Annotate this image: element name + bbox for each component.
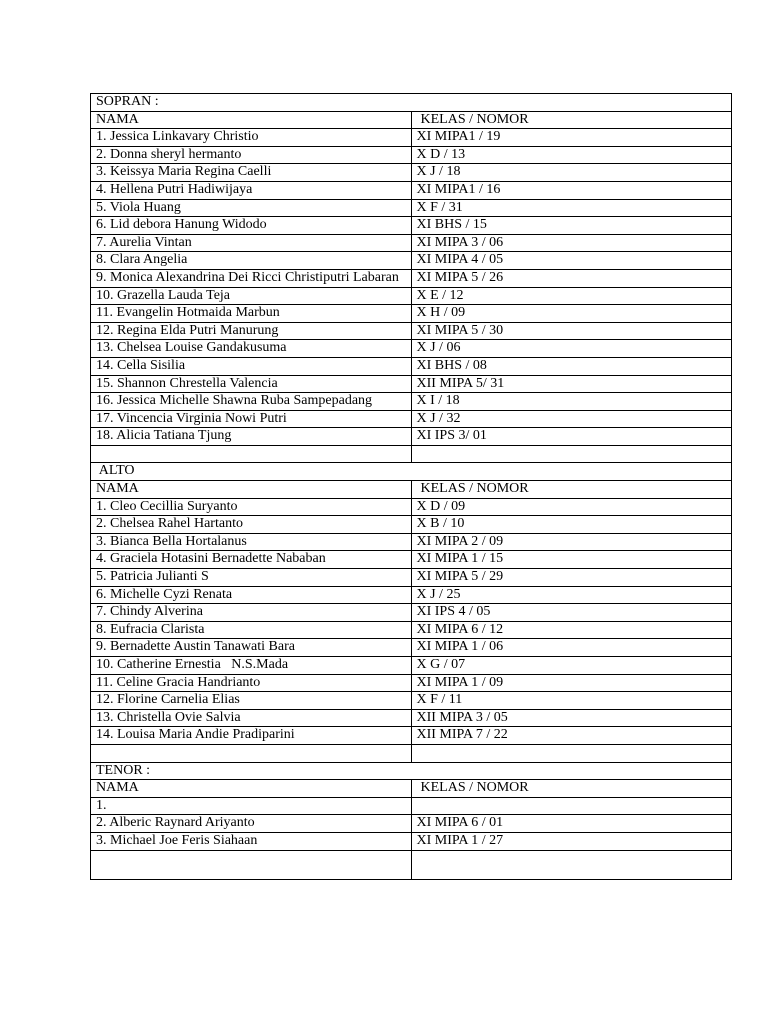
- member-kelas: X J / 18: [411, 164, 732, 182]
- section-title: TENOR :: [91, 762, 732, 780]
- member-name: 16. Jessica Michelle Shawna Ruba Sampepadang: [91, 393, 412, 411]
- member-name: 10. Grazella Lauda Teja: [91, 287, 412, 305]
- table-row: [91, 586, 732, 604]
- table-row: [91, 639, 732, 657]
- column-header-nama: NAMA: [91, 481, 412, 499]
- member-kelas: XII MIPA 7 / 22: [411, 727, 732, 745]
- section-title-row: [91, 762, 732, 780]
- table-row: [91, 498, 732, 516]
- member-kelas: XI BHS / 08: [411, 357, 732, 375]
- column-header-kelas: KELAS / NOMOR: [411, 481, 732, 499]
- member-name: 9. Bernadette Austin Tanawati Bara: [91, 639, 412, 657]
- column-header-kelas: KELAS / NOMOR: [411, 111, 732, 129]
- table-row: [91, 657, 732, 675]
- table-row: [91, 674, 732, 692]
- table-row: [91, 375, 732, 393]
- member-kelas: XI MIPA 1 / 27: [411, 832, 732, 850]
- table-row: [91, 410, 732, 428]
- table-row: [91, 832, 732, 850]
- table-row: [91, 569, 732, 587]
- table-row: [91, 234, 732, 252]
- member-name: 10. Catherine Ernestia N.S.Mada: [91, 657, 412, 675]
- table-row: [91, 797, 732, 815]
- member-name: 6. Lid debora Hanung Widodo: [91, 217, 412, 235]
- column-header-nama: NAMA: [91, 780, 412, 798]
- empty-cell: [91, 445, 412, 463]
- section-title-row: [91, 463, 732, 481]
- table-row: [91, 727, 732, 745]
- member-kelas: X D / 13: [411, 146, 732, 164]
- column-header-nama: NAMA: [91, 111, 412, 129]
- member-kelas: XII MIPA 5/ 31: [411, 375, 732, 393]
- member-kelas: X H / 09: [411, 305, 732, 323]
- member-name: 2. Chelsea Rahel Hartanto: [91, 516, 412, 534]
- member-kelas: XI MIPA 6 / 01: [411, 815, 732, 833]
- column-header-row: [91, 481, 732, 499]
- member-kelas: X D / 09: [411, 498, 732, 516]
- empty-cell: [411, 445, 732, 463]
- column-header-row: [91, 111, 732, 129]
- member-kelas: XI MIPA 6 / 12: [411, 621, 732, 639]
- table-row: [91, 181, 732, 199]
- choir-member-table: [90, 93, 732, 880]
- table-row: [91, 357, 732, 375]
- member-kelas: XI MIPA 4 / 05: [411, 252, 732, 270]
- member-kelas: XI IPS 4 / 05: [411, 604, 732, 622]
- table-row: [91, 533, 732, 551]
- member-name: 1. Jessica Linkavary Christio: [91, 129, 412, 147]
- member-name: 6. Michelle Cyzi Renata: [91, 586, 412, 604]
- column-header-kelas: KELAS / NOMOR: [411, 780, 732, 798]
- section-title-row: [91, 94, 732, 112]
- member-name: 5. Viola Huang: [91, 199, 412, 217]
- member-name: 1. Cleo Cecillia Suryanto: [91, 498, 412, 516]
- table-row: [91, 621, 732, 639]
- column-header-row: [91, 780, 732, 798]
- section-title: ALTO: [91, 463, 732, 481]
- table-row: [91, 269, 732, 287]
- member-name: 2. Donna sheryl hermanto: [91, 146, 412, 164]
- member-name: 12. Regina Elda Putri Manurung: [91, 322, 412, 340]
- empty-row: [91, 744, 732, 762]
- table-row: [91, 428, 732, 446]
- member-kelas: XI MIPA 5 / 29: [411, 569, 732, 587]
- table-row: [91, 815, 732, 833]
- member-kelas: X F / 11: [411, 692, 732, 710]
- table-row: [91, 129, 732, 147]
- member-kelas: X G / 07: [411, 657, 732, 675]
- member-name: 17. Vincencia Virginia Nowi Putri: [91, 410, 412, 428]
- member-kelas: X E / 12: [411, 287, 732, 305]
- member-kelas: XI MIPA 5 / 26: [411, 269, 732, 287]
- member-kelas: XI MIPA 1 / 06: [411, 639, 732, 657]
- member-name: 4. Graciela Hotasini Bernadette Nababan: [91, 551, 412, 569]
- member-kelas: X J / 32: [411, 410, 732, 428]
- member-name: 11. Celine Gracia Handrianto: [91, 674, 412, 692]
- member-name: 8. Eufracia Clarista: [91, 621, 412, 639]
- member-name: 13. Christella Ovie Salvia: [91, 709, 412, 727]
- member-kelas: [411, 797, 732, 815]
- member-kelas: XI BHS / 15: [411, 217, 732, 235]
- member-name: 1.: [91, 797, 412, 815]
- member-kelas: X I / 18: [411, 393, 732, 411]
- member-kelas: XI IPS 3/ 01: [411, 428, 732, 446]
- member-name: 8. Clara Angelia: [91, 252, 412, 270]
- section-title: SOPRAN :: [91, 94, 732, 112]
- member-kelas: XI MIPA1 / 19: [411, 129, 732, 147]
- member-kelas: XII MIPA 3 / 05: [411, 709, 732, 727]
- table-row: [91, 516, 732, 534]
- member-kelas: XI MIPA 5 / 30: [411, 322, 732, 340]
- member-name: 18. Alicia Tatiana Tjung: [91, 428, 412, 446]
- table-row: [91, 709, 732, 727]
- member-kelas: XI MIPA1 / 16: [411, 181, 732, 199]
- member-name: 14. Louisa Maria Andie Pradiparini: [91, 727, 412, 745]
- member-kelas: XI MIPA 2 / 09: [411, 533, 732, 551]
- table-row: [91, 146, 732, 164]
- table-row: [91, 322, 732, 340]
- table-row: [91, 340, 732, 358]
- table-row: [91, 393, 732, 411]
- table-row: [91, 217, 732, 235]
- empty-cell: [411, 744, 732, 762]
- member-name: 5. Patricia Julianti S: [91, 569, 412, 587]
- member-kelas: X B / 10: [411, 516, 732, 534]
- empty-cell: [91, 850, 412, 879]
- document-page: [90, 93, 732, 880]
- table-row: [91, 551, 732, 569]
- empty-cell: [91, 744, 412, 762]
- member-name: 3. Michael Joe Feris Siahaan: [91, 832, 412, 850]
- member-name: 3. Bianca Bella Hortalanus: [91, 533, 412, 551]
- table-row: [91, 252, 732, 270]
- member-kelas: XI MIPA 3 / 06: [411, 234, 732, 252]
- member-kelas: XI MIPA 1 / 09: [411, 674, 732, 692]
- table-row: [91, 287, 732, 305]
- table-row: [91, 164, 732, 182]
- table-row: [91, 604, 732, 622]
- member-name: 3. Keissya Maria Regina Caelli: [91, 164, 412, 182]
- member-kelas: X F / 31: [411, 199, 732, 217]
- table-row: [91, 199, 732, 217]
- member-name: 14. Cella Sisilia: [91, 357, 412, 375]
- member-name: 15. Shannon Chrestella Valencia: [91, 375, 412, 393]
- table-row: [91, 305, 732, 323]
- member-name: 9. Monica Alexandrina Dei Ricci Christiputri Labaran: [91, 269, 412, 287]
- empty-row: [91, 850, 732, 879]
- member-kelas: XI MIPA 1 / 15: [411, 551, 732, 569]
- member-kelas: X J / 06: [411, 340, 732, 358]
- member-name: 7. Aurelia Vintan: [91, 234, 412, 252]
- empty-row: [91, 445, 732, 463]
- member-name: 7. Chindy Alverina: [91, 604, 412, 622]
- member-name: 2. Alberic Raynard Ariyanto: [91, 815, 412, 833]
- empty-cell: [411, 850, 732, 879]
- table-row: [91, 692, 732, 710]
- member-name: 12. Florine Carnelia Elias: [91, 692, 412, 710]
- member-name: 11. Evangelin Hotmaida Marbun: [91, 305, 412, 323]
- member-name: 4. Hellena Putri Hadiwijaya: [91, 181, 412, 199]
- member-kelas: X J / 25: [411, 586, 732, 604]
- table-body: [91, 94, 732, 880]
- member-name: 13. Chelsea Louise Gandakusuma: [91, 340, 412, 358]
